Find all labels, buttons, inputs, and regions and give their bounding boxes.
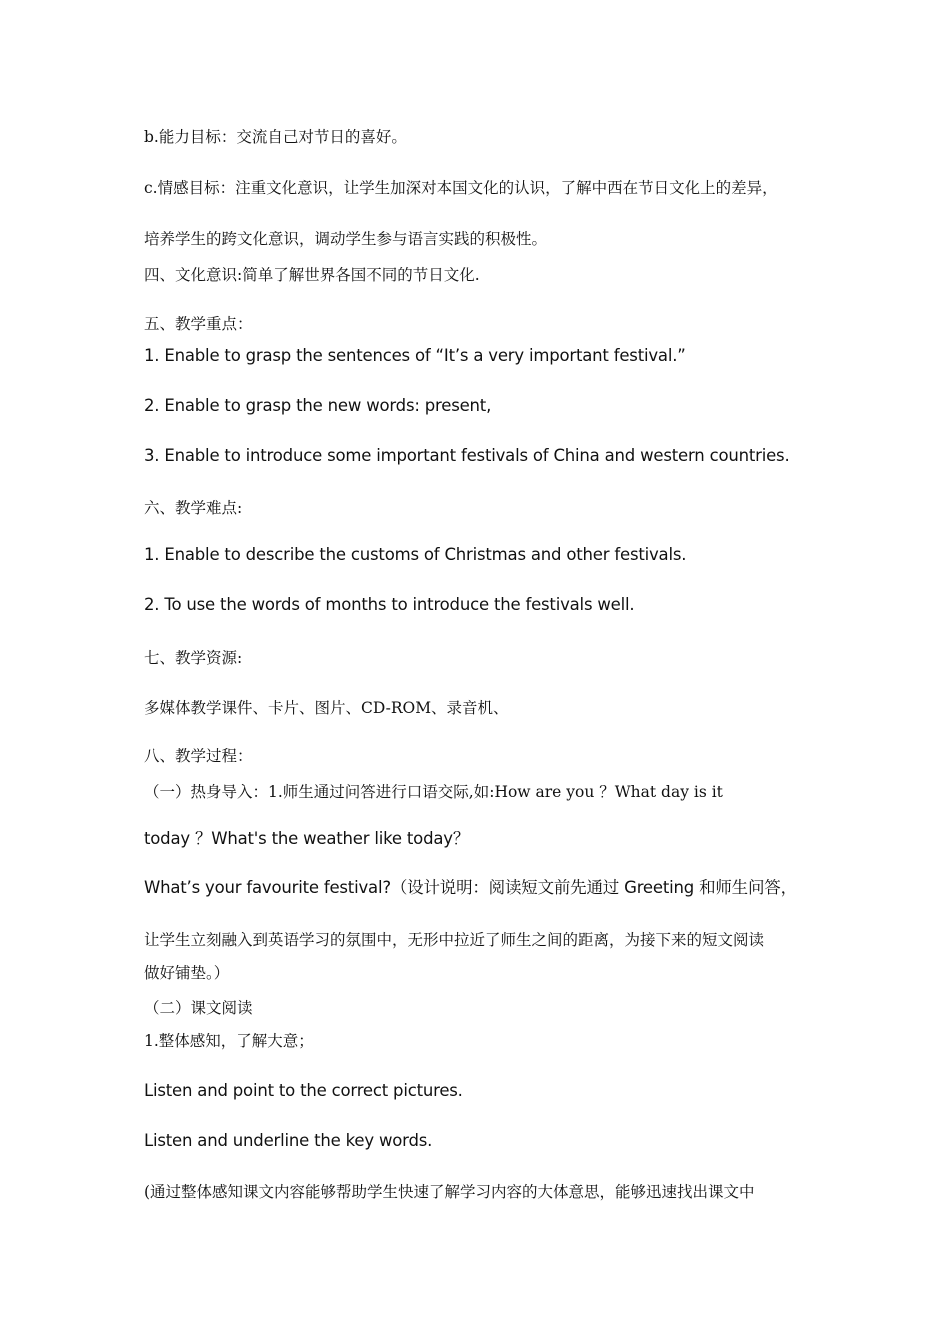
key-points-heading: 五、教学重点： (144, 315, 253, 333)
difficulty-2: 2. To use the words of months to introduce the festivals well. (144, 595, 635, 614)
process-heading: 八、教学过程： (144, 747, 253, 765)
resources-heading: 七、教学资源: (144, 649, 243, 667)
key-point-2: 2. Enable to grasp the new words: present, (144, 396, 492, 415)
warmup-continued: today ？What's the weather like today？ (144, 829, 470, 848)
listen-point-line: Listen and point to the correct pictures. (144, 1081, 463, 1100)
overall-perception-line: 1.整体感知，了解大意； (144, 1032, 314, 1050)
resources-line: 多媒体教学课件、卡片、图片、CD-ROM、录音机、 (144, 699, 509, 717)
key-point-1: 1. Enable to grasp the sentences of “It’s a very important festival.” (144, 346, 686, 365)
emotion-goal-continued: 培养学生的跨文化意识，调动学生参与语言实践的积极性。 (144, 230, 548, 248)
design-note-end: 做好铺垫。） (144, 964, 230, 982)
key-point-3: 3. Enable to introduce some important festivals of China and western countries. (144, 446, 790, 465)
perception-note-line: (通过整体感知课文内容能够帮助学生快速了解学习内容的大体意思，能够迅速找出课文中 (144, 1183, 755, 1201)
emotion-goal-line: c.情感目标：注重文化意识，让学生加深对本国文化的认识，了解中西在节日文化上的差异， (144, 179, 778, 197)
reading-heading: （二）课文阅读 (144, 999, 253, 1017)
ability-goal-line: b.能力目标：交流自己对节日的喜好。 (144, 128, 407, 146)
design-note-line: What’s your favourite festival?（设计说明：阅读短文前先通过 Greeting 和师生问答， (144, 878, 797, 897)
listen-underline-line: Listen and underline the key words. (144, 1131, 433, 1150)
difficulties-heading: 六、教学难点: (144, 499, 243, 517)
culture-awareness-line: 四、文化意识:简单了解世界各国不同的节日文化. (144, 266, 480, 284)
warmup-line: （一）热身导入：1.师生通过问答进行口语交际,如:How are you ？What day is it (144, 783, 723, 801)
design-note-continued: 让学生立刻融入到英语学习的氛围中，无形中拉近了师生之间的距离，为接下来的短文阅读 (144, 931, 765, 949)
difficulty-1: 1. Enable to describe the customs of Christmas and other festivals. (144, 545, 687, 564)
